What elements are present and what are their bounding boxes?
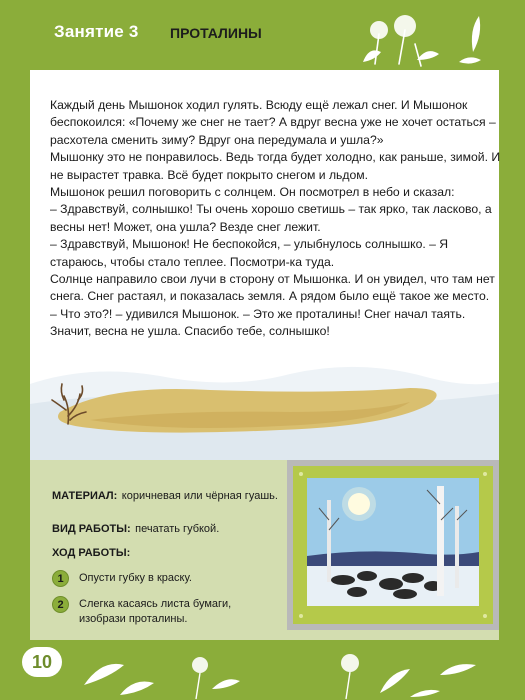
dandelion-leaf-decoration-icon	[80, 645, 500, 700]
step-text: Опусти губку в краску.	[79, 572, 192, 584]
work-type-value: печатать губкой.	[135, 523, 220, 535]
story-paragraph: Мышонку это не понравилось. Ведь тогда будет холодно, как раньше, зимой. И не вырастет травка. Всё будет покрыто снегом и льдом.	[50, 150, 501, 182]
story-paragraph: Мышонок решил поговорить с солнцем. Он посмотрел в небо и сказал:	[50, 185, 455, 200]
material-row	[52, 487, 292, 504]
story-paragraph: – Здравствуй, Мышонок! Не беспокойся, – улыбнулось солнышко. – Я стараюсь, чтобы стало теплее. Посмотри-ка туда.	[50, 237, 449, 269]
story-text	[50, 97, 502, 341]
frame-right	[499, 0, 525, 700]
step-item	[52, 596, 282, 627]
frame-left	[0, 0, 30, 700]
material-label: МАТЕРИАЛ:	[52, 490, 118, 502]
step-number: 1	[52, 570, 69, 587]
story-paragraph: Каждый день Мышонок ходил гулять. Всюду ещё лежал снег. И Мышонок беспокоился: «Почему же снег не тает? А вдруг весна уже не хочет остаться – расхотела сменить зиму? Вдруг она передумала и ушла?»	[50, 98, 496, 147]
step-text: Слегка касаясь листа бумаги, изобрази проталины.	[79, 598, 232, 625]
page-number: 10	[22, 647, 62, 677]
story-paragraph: – Что это?! – удивился Мышонок. – Это же проталины! Снег начал таять. Значит, весна не ушла. Спасибо тебе, солнышко!	[50, 306, 466, 339]
work-type-label: ВИД РАБОТЫ:	[52, 523, 131, 535]
work-type-row	[52, 520, 219, 537]
material-value: коричневая или чёрная гуашь.	[121, 490, 278, 502]
step-item	[52, 570, 192, 587]
story-paragraph: – Здравствуй, солнышко! Ты очень хорошо светишь – так ярко, так ласково, а весны нет! Может, она ушла? Везде снег лежит.	[50, 202, 492, 234]
lesson-title: ПРОТАЛИНЫ	[170, 25, 262, 41]
steps-heading: ХОД РАБОТЫ:	[52, 547, 131, 559]
dandelion-decoration-icon	[355, 4, 495, 68]
lesson-number: Занятие 3	[54, 22, 139, 41]
sample-artwork-image	[287, 460, 499, 630]
step-number: 2	[52, 596, 69, 613]
story-paragraph: Солнце направило свои лучи в сторону от Мышонка. И он увидел, что там нет снега. Снег растаял, и показалась земля. А рядом было ещё такое же место.	[50, 272, 495, 304]
